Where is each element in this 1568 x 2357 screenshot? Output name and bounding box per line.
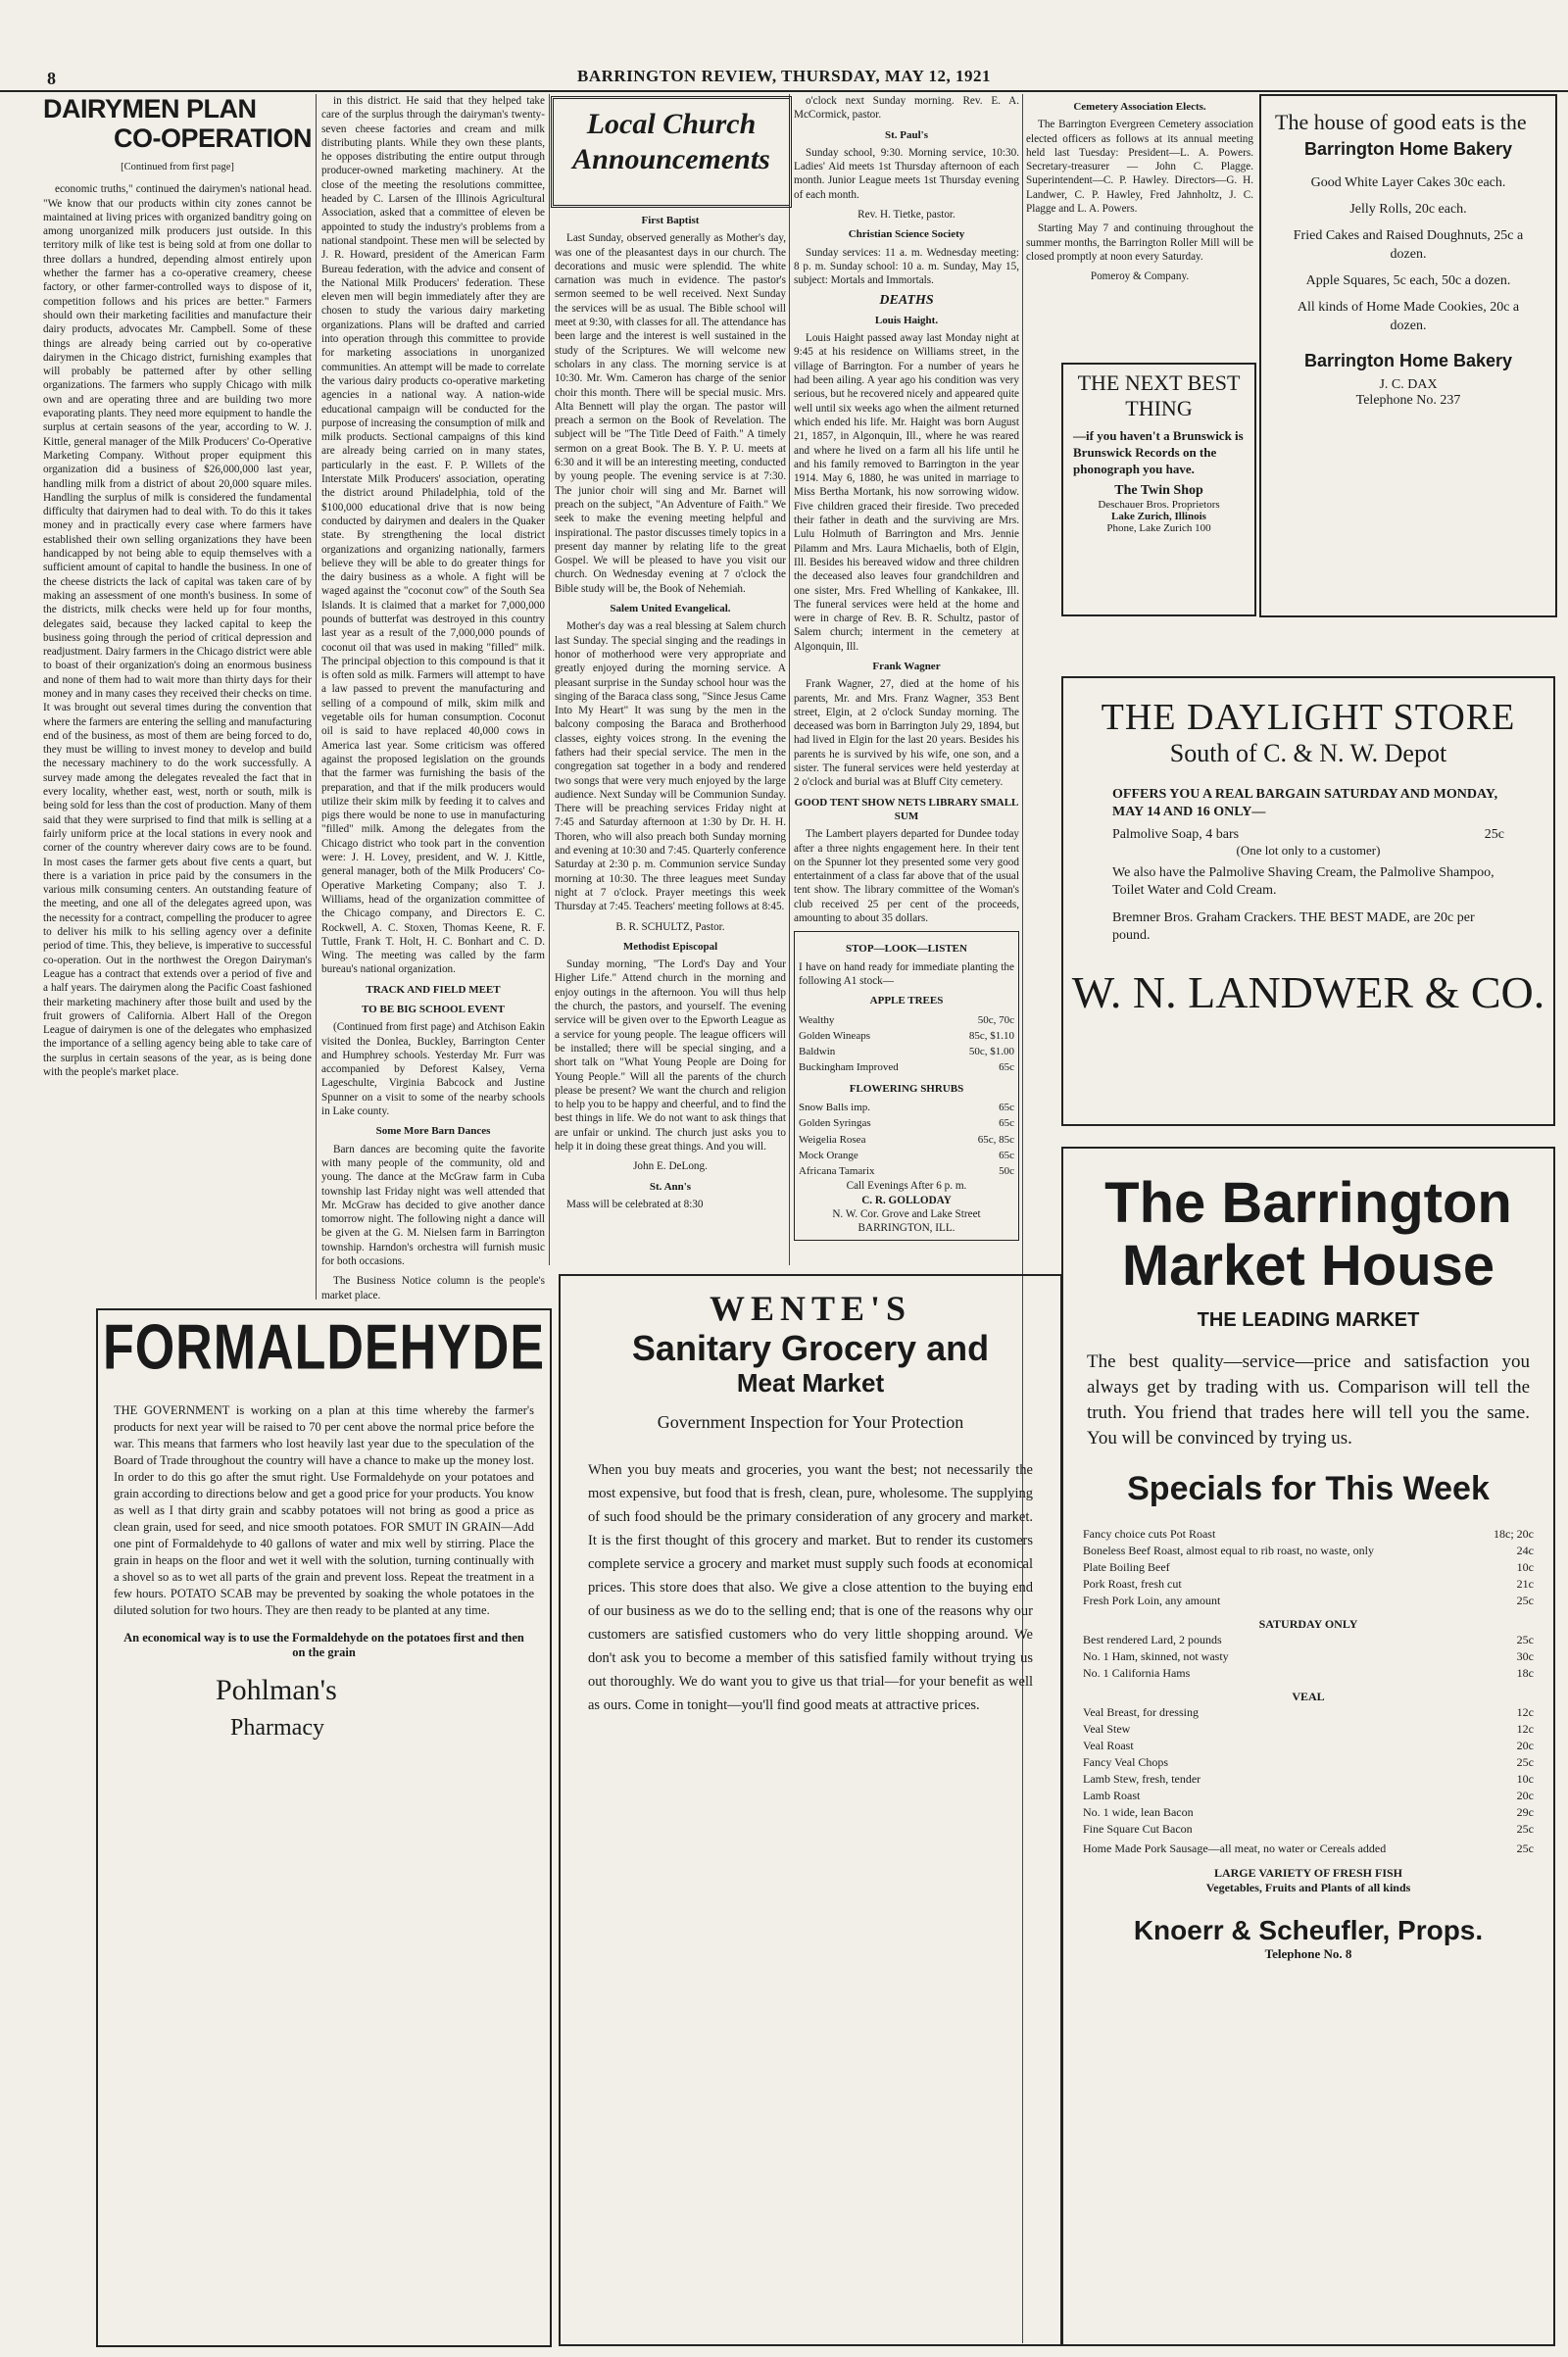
call-note: Call Evenings After 6 p. m. [846, 1180, 967, 1193]
headline: CO-OPERATION [114, 123, 312, 153]
bakery-item: All kinds of Home Made Cookies, 20c a dozen. [1297, 300, 1520, 333]
box-title: Local Church [586, 108, 757, 140]
bakery-name: Barrington Home Bakery [1303, 139, 1513, 159]
item-price: 10c [1516, 1772, 1534, 1786]
deaths-heading: DEATHS [879, 292, 934, 308]
daylight-store-ad [1061, 676, 1555, 1126]
item-name: Boneless Beef Roast, almost equal to rib roast, no waste, only [1083, 1544, 1374, 1557]
price-row [1083, 1526, 1534, 1543]
bakery-ad [1259, 94, 1557, 617]
price-row [1083, 1576, 1534, 1593]
item-price: 30c [1516, 1649, 1534, 1663]
item-price: 29c [1516, 1805, 1534, 1819]
item-name: Palmolive Soap, 4 bars [1112, 827, 1240, 842]
bakery-phone: Telephone No. 237 [1355, 393, 1461, 408]
church-heading: Methodist Episcopal [622, 940, 718, 953]
pharmacy-name: Pharmacy [230, 1715, 324, 1741]
roller-mill-text: Starting May 7 and continuing throughout the summer months, the Barrington Roller Mill will be closed promptly at noon every Saturday. [1026, 222, 1253, 263]
church-text: Mass will be celebrated at 8:30 [566, 1198, 704, 1210]
article-dairymen [43, 94, 312, 1301]
item-name: Fresh Pork Loin, any amount [1083, 1594, 1221, 1607]
item-price: 25c [1516, 1822, 1534, 1836]
specials-title: Specials for This Week [1127, 1470, 1490, 1507]
wente-name: WENTE'S [709, 1289, 912, 1328]
price-row [799, 1132, 1014, 1148]
item-name: No. 1 California Hams [1083, 1666, 1191, 1680]
bakery-item: Good White Layer Cakes 30c each. [1310, 175, 1506, 190]
item-name: Africana Tamarix [799, 1165, 875, 1178]
nursery-ad [794, 931, 1019, 1240]
headline: DAIRYMEN PLAN [43, 94, 257, 123]
closing-note: The Business Notice column is the people's market place. [321, 1275, 545, 1301]
item-price: 25c [1516, 1633, 1534, 1646]
proprietors: Knoerr & Scheufler, Props. [1133, 1915, 1484, 1945]
bakery-name: Barrington Home Bakery [1303, 351, 1513, 370]
price-row [1083, 1632, 1534, 1648]
market-items [1083, 1526, 1534, 1609]
column-rule [316, 94, 317, 1300]
price-row [1083, 1593, 1534, 1609]
item-price: 25c [1516, 1841, 1534, 1855]
wente-title: Sanitary Grocery and [631, 1328, 990, 1368]
item-price: 18c; 20c [1494, 1527, 1534, 1541]
ad-body: —if you haven't a Brunswick is Brunswick Records on the phonograph you have. [1073, 428, 1244, 476]
item-name: Fancy Veal Chops [1083, 1755, 1169, 1769]
formaldehyde-ad [96, 1308, 552, 2347]
ad-title: THE NEXT BEST [1077, 370, 1241, 395]
shop-city: Lake Zurich, Illinois [1111, 511, 1206, 522]
ad-subhead: APPLE TREES [869, 995, 944, 1007]
item-name: Fancy choice cuts Pot Roast [1083, 1527, 1216, 1541]
ad-title: THING [1125, 396, 1193, 420]
price-row [1083, 1665, 1534, 1682]
masthead-title: BARRINGTON REVIEW, THURSDAY, MAY 12, 1921 [577, 67, 991, 85]
item-price: 50c, 70c [977, 1013, 1014, 1026]
price-row [1083, 1788, 1534, 1804]
obituary-heading: Louis Haight. [874, 314, 939, 326]
price-row [1083, 1721, 1534, 1738]
price-row [1083, 1543, 1534, 1559]
item-name: Wealthy [799, 1013, 835, 1026]
ad-intro: The house of good eats is the [1275, 110, 1527, 134]
continued-note: [Continued from first page] [121, 162, 234, 172]
store-subtitle: South of C. & N. W. Depot [1169, 739, 1447, 767]
signature: Rev. H. Tietke, pastor. [858, 209, 956, 221]
church-heading: St. Ann's [649, 1180, 692, 1193]
signature: Pomeroy & Company. [1090, 270, 1190, 283]
ad-intro: I have on hand ready for immediate planting the following A1 stock— [799, 960, 1014, 987]
cemetery-heading: Cemetery Association Elects. [1073, 101, 1206, 113]
item-price: 85c, $1.10 [968, 1029, 1014, 1042]
price-row [1083, 1559, 1534, 1576]
item-name: Lamb Stew, fresh, tender [1083, 1772, 1201, 1786]
tent-show-headline: GOOD TENT SHOW NETS LIBRARY SMALL SUM [794, 796, 1019, 822]
formaldehyde-body: THE GOVERNMENT is working on a plan at this time whereby the farmer's products for next year will be raised to 70 per cent above the normal price before the war. This means that farmers who lost heavily last year due to the speculation of the Board of Trade throughout the country will have a chance to make up the money lost. In order to do this go after the smut right. Use Formaldehyde on your potatoes and grain according to directions below and get a good price for your products. You know as well as I that dirty grain and scabby potatoes will not bring as good a price as clean grain, used for seed, and nice smooth potatoes. FOR SMUT IN GRAIN—Add one pint of Formaldehyde to 40 gallons of water and mix well by stirring. Place the grain in heaps on the floor and wet it well with the solution, turning continually with a shovel so as to wet all parts of the grain and prevent loss. Repeat the treatment in a few hours. POTATO SCAB may be prevented by soaking the whole potatoes in the diluted solution for two hours. They are then ready to be planted at any time. [114, 1403, 534, 1617]
item-name: Buckingham Improved [799, 1061, 899, 1074]
soap-line [1063, 821, 1553, 843]
church-announcements [555, 208, 786, 1271]
church-heading: First Baptist [641, 215, 700, 226]
price-row [799, 1148, 1014, 1163]
item-name: Lamb Roast [1083, 1789, 1141, 1802]
saturday-items [1083, 1632, 1534, 1682]
bakery-owner: J. C. DAX [1379, 377, 1438, 392]
item-price: 12c [1516, 1722, 1534, 1736]
item-price: 21c [1516, 1577, 1534, 1591]
church-text: Sunday school, 9:30. Morning service, 10:30. Ladies' Aid meets 1st Thursday afternoon of each month. Junior League meets 1st Thursday evening of each month. [794, 146, 1019, 201]
market-phone: Telephone No. 8 [1264, 1946, 1352, 1961]
item-name: Golden Wineaps [799, 1029, 870, 1042]
market-pitch: The best quality—service—price and satisfaction you always get by trading with us. Comparison will tell the truth. You friend that trades here will tell you the same. You will be convinced by trying us. [1087, 1351, 1530, 1449]
track-subheadline: TO BE BIG SCHOOL EVENT [362, 1004, 505, 1015]
price-row [1083, 1804, 1534, 1821]
fish-sub: Vegetables, Fruits and Plants of all kinds [1205, 1881, 1411, 1894]
item-price: 65c [999, 1149, 1014, 1161]
item-name: No. 1 Ham, skinned, not wasty [1083, 1649, 1229, 1663]
seller-address: N. W. Cor. Grove and Lake Street [832, 1208, 981, 1221]
wentes-ad [559, 1274, 1062, 2346]
price-row [799, 1115, 1014, 1131]
price-row [799, 1044, 1014, 1059]
shrub-table [799, 1100, 1014, 1179]
price-row [799, 1059, 1014, 1075]
price-row [1083, 1648, 1534, 1665]
wente-government: Government Inspection for Your Protection [657, 1412, 964, 1432]
church-text: Last Sunday, observed generally as Mother's day, was one of the pleasantest days in our church. The decorations and music were splendid. The white carnation was much in evidence. The pastor's sermon seemed to be well received. Next Sunday the services will be as usual. The Bible school will meet at 9:30, with classes for all. The attendance has been large and the interest is well sustained in the study of the Scriptures. We will welcome new scholars in any class. The morning service is at 10:30. Mr. Wm. Cameron has charge of the senior choir this month. There will be special music. Mrs. Alta Bennett will play the organ. The pastor will preach a sermon on the Book of Revelation. The subject will be "The Title Deed of Faith." A timely sermon on a great Book. The B. Y. P. U. meets at 6:30 and it will be an interesting meeting, conducted by young people. The evening service is at 7:30. The junior choir will sing and Mr. Barnet will preach on the subject, "An Adventure of Faith." We seek to make the evening meeting helpful and inspirational. The pastor discusses timely topics in a present day manner by relating life to the great Gospel. We will be pleased to have you visit our church. On Wednesday evening at 7 o'clock the Bible study will be, the Book of Nehemiah. [555, 232, 786, 595]
next-best-thing-ad [1061, 363, 1256, 616]
crackers-text: Bremner Bros. Graham Crackers. THE BEST MADE, are 20c per pound. [1112, 910, 1475, 943]
article-body: economic truths," continued the dairymen's national head. "We know that our products within city zones cannot be maintained at living prices with organized banditry going on among unorganized milk producers just outside. In this territory milk of like test is being sold at from one dollar to three dollars a hundred, depending almost entirely upon whether the farmer has a co-operative creamery, cheese factory, or other farmer-controlled ways to dispose of it, competition follows and his prices are better." Farmers should own their marketing facilities and manufacture their dairy products, advocates Mr. Campbell. Some of these things are already being carried out by co-operative dairymen in the Chicago district, furnishing examples that will probably be patterned after by other selling organizations. The farmers who supply Chicago with milk own and are operating three and are building two more evaporating plants. They need more equipment to handle the surplus at certain seasons of the year, according to W. J. Kittle, general manager of the Milk Producers' Co-Operative Marketing Company. Without proper equipment this organization did a business of $26,000,000 last year, handling milk from a district of about 20,000 square miles. Handling the surplus of milk is considered the fundamental difficulty that dairymen had to deal with. To do this it takes money and in practically every case where farmers have established their own selling organizations they have been handicapped by not being able to equip themselves with a sufficient amount of capital to handle the business. In one of the cheese districts the lack of capital was taken care of by making an assessment of one month's business. In some of the districts, milk checks were held up for four months, delegates said, because they lacked capital to keep the business going through the period of critical depression and readjustment. Dairy farmers in the Chicago district were able to boast of their organization's doing an enormous business and none of them had to wait more than thirty days for their money and in many cases they received their checks on time. It was brought out several times during the convention that where the farmers are entering the selling and manufacturing end of the business, as most of them are being forced to do, they must be willing to invest money to develop and build the necessary machinery to do the work successfully. A survey made among the delegates revealed the fact that in every locality, whether east, west, north or south, milk is being sold for less than the cost of production. Many of them said that they were surprised to find that milk is selling at a fairly uniform price at the local stations in every nook and corner of the country wherever dairy cows are to be found. In most cases the farmer gets about five cents a quart, but there is a variation in price paid by the consumers in the various milk consuming centers. An outstanding feature of the meeting, and one all of the delegates agreed upon, was the necessity for a contract, compelling the producer to agree to deliver his milk to his selling agency over a definite period of time. This, they believe, is imperative to successful co-operation. Out in the northwest the Oregon Dairyman's League has a contract that extends over a period of five and a half years. The dairymen along the Pacific Coast fashioned their marketing machinery after those built and used by the fruit growers of California. Albert Hall of the Oregon League of dairymen is one of the delegates who emphasized the importance of a selling agency being able to take care of the surplus in certain seasons of the year, as is being done with the people's market place. [43, 183, 312, 1078]
church-text: Sunday services: 11 a. m. Wednesday meeting: 8 p. m. Sunday school: 10 a. m. Sunday, May 15, subject: Mortals and Immortals. [794, 246, 1019, 287]
price-row [799, 1028, 1014, 1044]
formaldehyde-title: FORMALDEHYDE [102, 1311, 546, 1384]
store-title: THE DAYLIGHT STORE [1101, 697, 1516, 738]
market-title: The Barrington [1104, 1171, 1512, 1235]
column-rule [789, 94, 790, 1265]
price-row [799, 1163, 1014, 1179]
item-name: Plate Boiling Beef [1083, 1560, 1170, 1574]
offer-text: OFFERS YOU A REAL BARGAIN SATURDAY AND MONDAY, MAY 14 AND 16 ONLY— [1112, 787, 1498, 819]
limit-note: (One lot only to a customer) [1236, 843, 1381, 858]
obituary-text: Louis Haight passed away last Monday night at 9:45 at his residence on Williams street, in the village of Barrington. For a number of years he had been ailing. A year ago his condition was very serious, but he recovered nicely and appeared quite well until six weeks ago when the ailment returned which ended his life. Mr. Haight was born August 21, 1857, in Algonquin, Ill., where he was reared and where he lived on a farm all his life until he and his family removed to Barrington in the year 1914. May 6, 1880, he was united in marriage to Miss Bertha Mortank, his now sorrowing widow. Five children graced their fireside. Two preceded their father in death and the surviving are Mrs. Lulu Holmuth of Barrington and Mrs. Jennie Pilamm and Mrs. Laura Michaelis, both of Elgin, Ill. Besides his bereaved widow and three children the deceased also leaves four grandchildren and one sister, Mrs. Fred Whelling of Kankakee, Ill. The funeral services were held at the home and were in charge of Rev. B. R. Schultz, pastor of Salem church; interment in the cemetery at Algonquin, Ill. [794, 332, 1019, 653]
obituary-text: Frank Wagner, 27, died at the home of his parents, Mr. and Mrs. Franz Wagner, 353 Bent street, Elgin, at 2 o'clock Sunday morning. The deceased was born in Barrington July 29, 1894, but had lived in Elgin for the last 20 years. Besides his parents he is survived by his wife, one son, and a sister. The funeral services were held yesterday at 2 o'clock and burial was at Bluff City cemetery. [794, 678, 1019, 789]
item-price: 65c [999, 1061, 1014, 1074]
ad-headline: STOP—LOOK—LISTEN [846, 943, 967, 956]
veal-items [1083, 1704, 1534, 1838]
local-church-box [551, 96, 792, 208]
item-name: Baldwin [799, 1046, 836, 1058]
church-text: Sunday morning, "The Lord's Day and Your Higher Life." Attend church in the morning and enjoy outings in the afternoon. You will thus help the church, the pastors, and yourself. The evening service will be given over to the Epworth League as a service for young people. The league officers will be installed; there will be special singing, and a short talk on "What Young People are Doing for Young People." Will all the parents of the church please be present? We want the church and religion to help you to be happy and cheerful, and to find the best things in life. We do not want to ask things that are unfair or unkind. The church just asks you to help it in doing these great things. And you will. [555, 958, 786, 1153]
item-price: 65c [999, 1117, 1014, 1130]
church-heading: St. Paul's [884, 128, 928, 141]
store-owner: W. N. LANDWER & CO. [1071, 967, 1545, 1017]
item-price: 20c [1516, 1739, 1534, 1752]
seller-name: C. R. GOLLODAY [861, 1194, 952, 1206]
item-price: 25c [1516, 1594, 1534, 1607]
shop-owner: Deschauer Bros. Proprietors [1098, 499, 1220, 511]
article-body: in this district. He said that they helped take care of the surplus through the dairyman's twenty-seven cheese factories and cream and milk distributing plants. While they own these plants, he opposes distributing the entire output through producer-owned marketing machinery. At the close of the meeting the resolutions committee, headed by C. Larsen of the Illinois Agricultural Association, asked that a committee of eleven be appointed to study the industry's problems from a national standpoint. These men will be selected by J. R. Howard, president of the American Farm Bureau federation, with the advice and consent of the National Milk Producers' federation. These eleven men will begin immediately after they are chosen to study the various dairy marketing organizations. Plans will be drafted and carried into operation through this committee to provide for marketing associations in unorganized communities. An attempt will be made to correlate the various dairy products co-operative marketing agencies in a national way. A nation-wide educational campaign will be conducted for the purpose of increasing the consumption of milk and milk products. Sectional campaigns of this kind are already being carried on in many states, particularly in the east. F. P. Willets of the Interstate Milk Producers' association, operating the district around Philadelphia, told of the $100,000 educational drive that is now being conducted by dairymen and dealers in the Quaker state. By strengthening the local district organizations and organizing nationally, farmers believe they will be able to do greater things for the dairy business as a whole. A fight will be waged against the "coconut cow" of the South Sea Islands. It is claimed that a market for 7,000,000 pounds of butterfat was destroyed in this country last year as a result of the 7,000,000 pounds of coconut oil that was used in making "filled" milk. The principal objection to this compound is that it is often sold as milk. Farmers will attempt to have a law passed to prevent the manufacturing and selling of a compound of milk, skim milk and vegetable oils for human consumption. Coconut oil is said to have replaced 40,000 cows in America last year. Some criticism was offered against the proposed legislation on the grounds that the farmer was furnishing the basis of the preparation, and that if the milk producers would utilize their skim milk by feeding it to calves and pigs there would be none to use in manufacturing "filled" milk. Among the delegates from the Chicago district who took part in the convention were: J. H. Lovey, president, and W. J. Kittle, general manager, both of the Milk Producers' Co-Operative Marketing Company; also T. J. Williams, head of the organization committee of the Chicago company, and Directors E. C. Rockwell, A. C. Stoxen, Thomas Keene, R. F. Tuttle, Frank T. Holt, H. C. Bonhart and C. D. Wing. The meeting was called by the farm bureau's national organization. [321, 95, 545, 976]
item-name: Weigelia Rosea [799, 1133, 866, 1146]
also-text: We also have the Palmolive Shaving Cream, the Palmolive Shampoo, Toilet Water and Cold Cream. [1112, 865, 1494, 898]
page-number: 8 [47, 69, 56, 88]
ad-subhead: FLOWERING SHRUBS [849, 1082, 964, 1095]
item-name: Best rendered Lard, 2 pounds [1083, 1633, 1222, 1646]
wente-title: Meat Market [736, 1368, 885, 1398]
item-price: 50c [999, 1165, 1014, 1178]
item-price: 10c [1516, 1560, 1534, 1574]
dances-body: Barn dances are becoming quite the favorite with many people of the community, old and young. The dance at the McGraw farm in Cuba township last Friday night was well attended that Mr. McGraw has decided to give another dance tomorrow night. The following night a dance will be given at the G. M. Nielsen farm in Barrington township. Harndon's orchestra will furnish music for both occasions. [321, 1143, 545, 1268]
column-four [794, 94, 1019, 1270]
sausage-line [1083, 1841, 1534, 1856]
item-price: 50c, $1.00 [968, 1046, 1014, 1058]
track-body: (Continued from first page) and Atchison Eakin visited the Donlea, Buckley, Barrington Center and Humphrey schools. Yesterday Mr. Furr was accompanied by Deforest Kalsey, Verna Lageschulte, Virginia Babcock and Justine Spunner on a visit to some of the nearby schools in Lake county. [321, 1021, 545, 1118]
item-name: Veal Stew [1083, 1722, 1131, 1736]
price-row [1083, 1754, 1534, 1771]
apple-table [799, 1012, 1014, 1076]
column-rule [549, 94, 550, 1265]
article-continued [321, 94, 545, 1301]
track-headline: TRACK AND FIELD MEET [366, 983, 501, 996]
item-name: Veal Breast, for dressing [1083, 1705, 1199, 1719]
signature: B. R. SCHULTZ, Pastor. [615, 920, 725, 933]
fish-heading: LARGE VARIETY OF FRESH FISH [1213, 1866, 1403, 1880]
item-name: Home Made Pork Sausage—all meat, no water or Cereals added [1083, 1841, 1387, 1855]
item-name: Snow Balls imp. [799, 1102, 871, 1113]
item-name: Golden Syringas [799, 1117, 871, 1130]
formaldehyde-note: An economical way is to use the Formaldehyde on the potatoes first and then on the grain [123, 1631, 524, 1659]
shop-name: The Twin Shop [1114, 483, 1203, 498]
item-name: No. 1 wide, lean Bacon [1083, 1805, 1194, 1819]
item-price: 18c [1516, 1666, 1534, 1680]
market-house-ad [1061, 1147, 1555, 2346]
price-row [1083, 1738, 1534, 1754]
price-row [1083, 1821, 1534, 1838]
box-title: Announcements [572, 143, 770, 175]
church-text: Mother's day was a real blessing at Salem church last Sunday. The special singing and the readings in honor of motherhood were very appropriate and greatly enjoyed during the morning service. A pleasant surprise in the Sunday school hour was the singing of the Baraca class song, "Since Jesus Came Into My Heart" It was sung by the men in the balcony composing the Baraca and Brotherhood classes, eighty voices strong. In the evening the fathers had their special service. The men in the congregation sat together in a body and rendered two songs that were very much enjoyed by the large audience. Next Sunday will be Communion Sunday. There will be preaching services Friday night at 7:45 and Saturday afternoon at 1:30 by Dr. H. H. Thoren, who will also preach both Sunday morning and evening at 10:30 and 7:45. Quarterly conference Saturday at 2:30 p. m. Communion service Sunday morning at 10:30. The three leagues meet Sunday night at 7 o'clock. Prayer meetings this week Thursday at 7:45. Teachers' meeting follows at 8:45. [555, 620, 786, 913]
market-title: Market House [1121, 1234, 1495, 1298]
seller-city: BARRINGTON, ILL. [858, 1222, 956, 1235]
item-name: Fine Square Cut Bacon [1083, 1822, 1193, 1836]
item-name: Pork Roast, fresh cut [1083, 1577, 1182, 1591]
price-row [1083, 1704, 1534, 1721]
bakery-item: Jelly Rolls, 20c each. [1349, 202, 1467, 217]
saturday-heading: SATURDAY ONLY [1258, 1617, 1358, 1631]
item-price: 65c [999, 1102, 1014, 1113]
item-price: 12c [1516, 1705, 1534, 1719]
wente-body: When you buy meats and groceries, you want the best; not necessarily the most expensive, but food that is fresh, clean, pure, wholesome. The supplying of such food should be the primary consideration of any grocery and market. It is the first thought of this grocery and market. But to render its customers complete service a grocery and market must supply such foods at economical prices. This store does that also. We give a close attention to the buying end of our business as we do to the selling end; that is one of the reasons why our customers are satisfied customers who do very little shopping around. We don't ask you to become a member of this satisfied family without trying us out thoroughly. We do want you to give us that trial—for your benefit as well as ours. Come in tonight—you'll find good meats at attractive prices. [588, 1462, 1033, 1713]
bakery-items [1261, 173, 1555, 335]
dances-headline: Some More Barn Dances [375, 1125, 491, 1138]
pharmacy-name: Pohlman's [216, 1674, 337, 1706]
item-price: 24c [1516, 1544, 1534, 1557]
church-text: o'clock next Sunday morning. Rev. E. A. McCormick, pastor. [794, 95, 1019, 122]
obituary-heading: Frank Wagner [872, 660, 941, 672]
masthead-rule [0, 61, 1568, 92]
price-row [799, 1012, 1014, 1028]
item-price: 25c [1484, 827, 1504, 842]
item-price: 65c, 85c [977, 1133, 1014, 1146]
item-name: Mock Orange [799, 1149, 858, 1161]
shop-phone: Phone, Lake Zurich 100 [1106, 522, 1211, 534]
item-price: 20c [1516, 1789, 1534, 1802]
bakery-item: Fried Cakes and Raised Doughnuts, 25c a dozen. [1293, 228, 1524, 262]
cemetery-notice [1026, 94, 1253, 359]
bakery-item: Apple Squares, 5c each, 50c a dozen. [1305, 273, 1511, 288]
cemetery-text: The Barrington Evergreen Cemetery association elected officers as follows at its annual meeting held last Tuesday: President—L. A. Powers. Secretary-treasurer — John C. Plagge. Superintendent—C. P. Hawley. Directors—G. H. Landwer, C. P. Hawley, Fred Jahnholtz, J. C. Plagge and L. A. Powers. [1026, 119, 1253, 216]
church-heading: Christian Science Society [848, 228, 965, 241]
veal-heading: VEAL [1292, 1690, 1325, 1703]
signature: John E. DeLong. [633, 1160, 708, 1173]
market-leading: THE LEADING MARKET [1197, 1309, 1420, 1331]
item-name: Veal Roast [1083, 1739, 1134, 1752]
price-row [1083, 1771, 1534, 1788]
church-heading: Salem United Evangelical. [610, 603, 731, 615]
tent-show-text: The Lambert players departed for Dundee today after a three nights engagement here. In their tent on the Spunner lot they presented some very good entertainment of a class far above that of the usual tent show. The library committee of the Woman's club received 25 per cent of the proceeds, amounting to about 35 dollars. [794, 828, 1019, 925]
price-row [799, 1100, 1014, 1115]
item-price: 25c [1516, 1755, 1534, 1769]
